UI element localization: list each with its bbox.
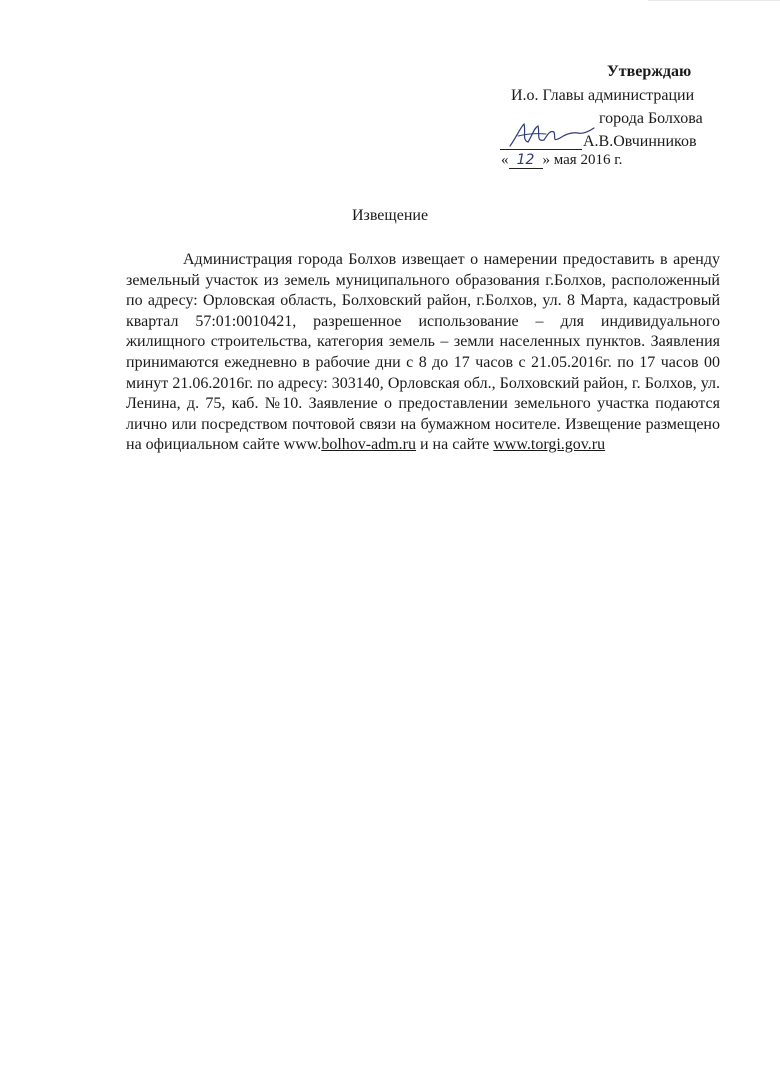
date-open-quote: «: [501, 152, 509, 168]
notice-body-connector: и на сайте: [415, 436, 494, 454]
link-torgi-gov[interactable]: www.torgi.gov.ru: [493, 436, 606, 454]
approval-position: И.о. Главы администрации: [511, 87, 695, 104]
date-rest: » мая 2016 г.: [542, 152, 623, 168]
approval-heading: Утверждаю: [607, 63, 692, 80]
link-bolhov-adm[interactable]: bolhov-adm.ru: [321, 436, 416, 454]
date-day: 12: [509, 152, 543, 169]
approval-name: А.В.Овчинников: [583, 133, 697, 150]
scan-edge-mark: [648, 0, 780, 1]
approval-date: [501, 150, 622, 170]
approval-city: города Болхова: [599, 110, 703, 127]
notice-body-text: Администрация города Болхов извещает о намерении предоставить в аренду земельный участок из земель муниципального образования г.Болхов, расположенный по адресу: Орловская область, Болховский район, г.Болхов, ул. 8 Марта, кадастровый квартал 57:01:0010421, разрешенное использование – для индивидуального жилищного строительства, категория земель – земли населенных пунктов. Заявления принимаются ежедневно в рабочие дни с 8 до 17 часов с 21.05.2016г. по 17 часов 00 минут 21.06.2016г. по адресу: 303140, Орловская обл., Болховский район, г. Болхов, ул. Ленина, д. 75, каб. №10. Заявление о предоставлении земельного участка подаются лично или посредством почтовой связи на бумажном носителе. Извещение размещено на официальном сайте www.: [126, 251, 720, 454]
notice-title: Извещение: [351, 207, 429, 224]
notice-body: [126, 250, 720, 456]
